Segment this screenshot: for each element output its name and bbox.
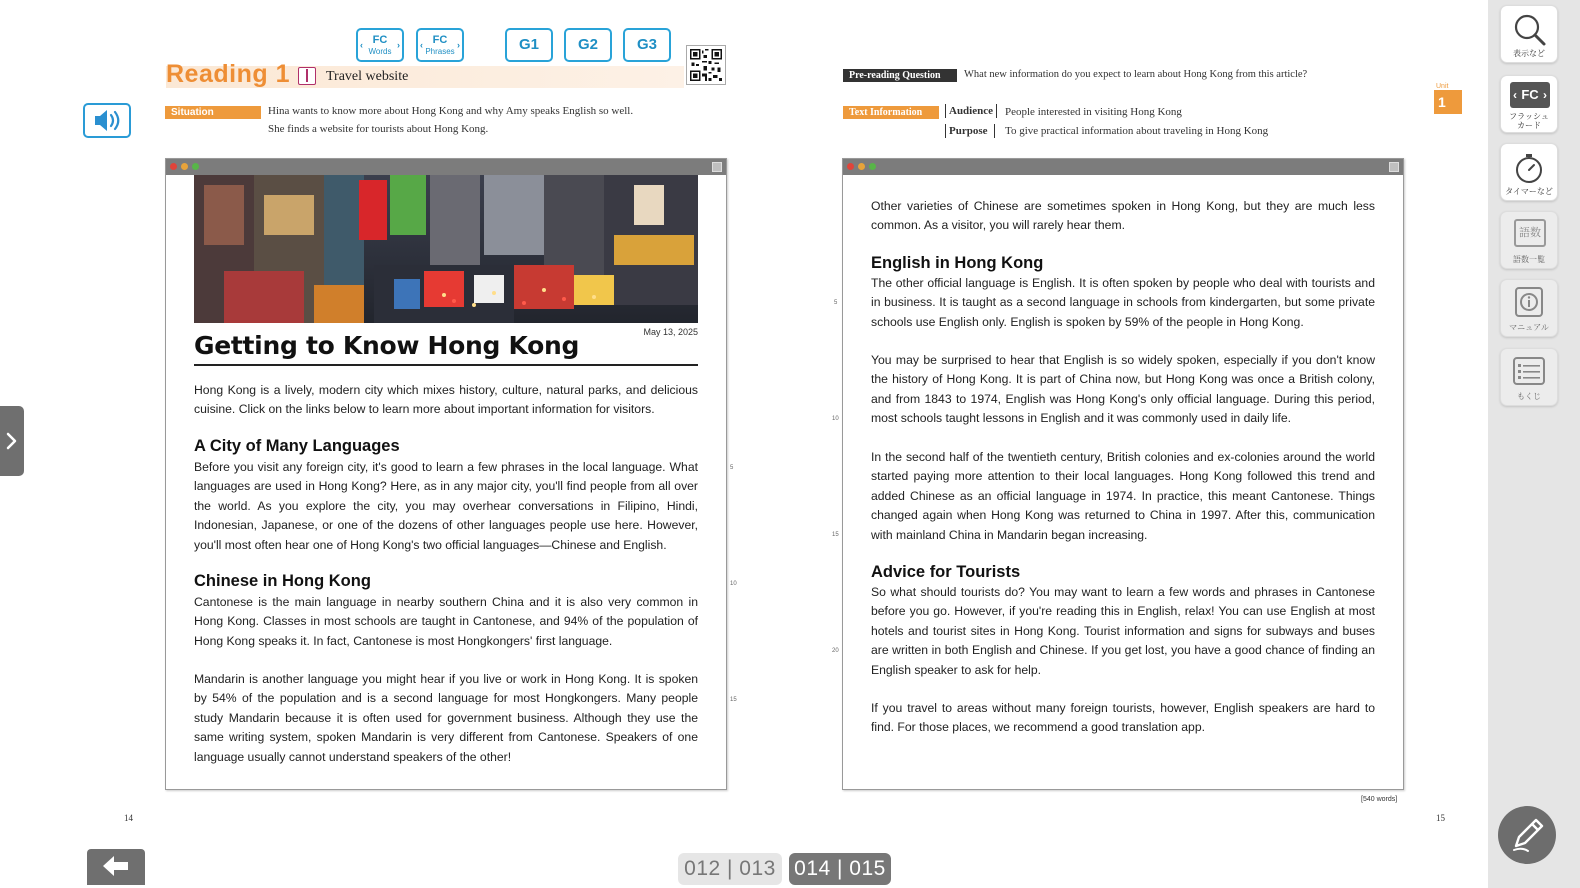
window-titlebar [166, 159, 726, 175]
paragraph-translation-app: If you travel to areas without many foreign tourists, however, English speakers are hard to find. For those places, we recommend a good translation app. [871, 701, 1375, 735]
article-date: May 13, 2025 [643, 327, 698, 337]
word-count-list-label: 語数一覧 [1513, 255, 1545, 264]
section-heading-languages: A City of Many Languages [194, 437, 400, 455]
fc-phrases-button[interactable] [416, 28, 464, 62]
paragraph-english-official: The other official language is English. It is often spoken by people who deal with tourists and in business. It is taught as a second language in schools from kindergarten, but some private schools use English only. English is spoken by 59% of the people in Hong Kong. [871, 276, 1375, 329]
word-count: [540 words] [1361, 796, 1398, 803]
g1-button[interactable]: G1 [505, 28, 553, 62]
purpose-label: Purpose [945, 124, 995, 138]
manual-label: マニュアル [1509, 323, 1549, 332]
title-divider [194, 364, 698, 366]
maximize-dot-icon [192, 163, 199, 170]
hong-kong-street-photo [194, 175, 698, 323]
audience-label: Audience [945, 104, 997, 118]
g2-button[interactable]: G2 [564, 28, 612, 62]
close-dot-icon [170, 163, 177, 170]
unit-tab[interactable] [1434, 83, 1462, 114]
paragraph-twentieth-century: In the second half of the twentieth century, British colonies and ex-colonies around the world started paying more attention to their local languages. Hong Kong followed this trend and added Chinese as an official language in 1974. In practice, this meant Cantonese. Things changed again when Hong Kong was returned to China in 1997. After this, communication with mainland China in Mandarin began increasing. [871, 450, 1375, 542]
tool-sidebar [1488, 0, 1580, 888]
prereading-question: What new information do you expect to learn about Hong Kong from this article? [964, 69, 1308, 80]
paragraph-english-history: You may be surprised to hear that English is so widely spoken, especially if you don't know the history of Hong Kong. It is part of China now, but Hong Kong was once a British colony, and from 1843 to 1974, English was Hong Kong's only official language. During this period, most schools taught lessons in English and it was commonly used in daily life. [871, 353, 1375, 426]
chevron-right-icon [0, 406, 24, 476]
paragraph-languages: Before you visit any foreign city, it's good to learn a few phrases in the local language. What languages are used in Hong Kong? Here, as in any major city, you'll find people from all over the world. As you explore the city, you may overhear conversations in Filipino, Hindi, Indonesian, Japanese, or one of the dozens of other languages people use here. However, you'll most often hear one of Hong Kong's two official languages—Chinese and English. [194, 460, 698, 552]
unit-label: Unit [1436, 83, 1449, 90]
left-article-window [165, 158, 727, 790]
window-square-icon [712, 162, 722, 172]
table-of-contents-button[interactable] [1500, 348, 1558, 406]
window-titlebar [843, 159, 1403, 175]
chevron-right-icon: › [457, 40, 460, 50]
timer-label: タイマーなど [1505, 187, 1553, 196]
display-settings-button[interactable] [1500, 5, 1558, 63]
word-count-list-button[interactable] [1500, 211, 1558, 269]
flashcard-button[interactable] [1500, 75, 1558, 133]
book-icon [298, 67, 316, 85]
page-spread-current[interactable]: 014 | 015 [789, 853, 891, 885]
pen-tool-button[interactable] [1498, 806, 1556, 864]
situation-line-1: Hina wants to know more about Hong Kong and why Amy speaks English so well. [268, 105, 634, 117]
qr-code-icon[interactable] [686, 45, 726, 85]
stopwatch-icon [1509, 148, 1549, 188]
chevron-left-icon: ‹ [360, 40, 363, 50]
minimize-dot-icon [858, 163, 865, 170]
chevron-right-icon: › [397, 40, 400, 50]
flashcard-label [1501, 112, 1557, 130]
paragraph-other-varieties: Other varieties of Chinese are sometimes spoken in Hong Kong, but they are much less common. As a visitor, you will rarely hear them. [871, 199, 1375, 233]
page-number-left: 14 [124, 813, 133, 823]
article-title: Getting to Know Hong Kong [194, 331, 580, 360]
close-dot-icon [847, 163, 854, 170]
line-number: 10 [730, 581, 737, 587]
line-number: 15 [832, 532, 839, 538]
paragraph-advice: So what should tourists do? You may want to learn a few words and phrases in Cantonese before you go. However, if you're reading this in English, relax! You can use English at most hotels and tourist sites in Hong Kong. Tourist information and signs for subways and buses are written in both English and Chinese. If you get lost, you have a good chance of finding an English speaker to ask for help. [871, 585, 1375, 677]
expand-panel-button[interactable] [0, 406, 24, 476]
audience-text: People interested in visiting Hong Kong [1005, 106, 1182, 118]
fc-words-button[interactable] [356, 28, 404, 62]
fc-words-title: FC [372, 34, 388, 46]
line-number: 10 [832, 416, 839, 422]
display-settings-label: 表示など [1513, 49, 1545, 58]
section-heading-advice: Advice for Tourists [871, 563, 1021, 581]
reading-title: Reading 1 [166, 60, 290, 88]
word-count-icon: 語数 [1514, 219, 1546, 247]
paragraph-cantonese: Cantonese is the main language in nearby southern China and it is also very common in Hong Kong. Classes in most schools are taught in Cantonese, and 94% of the population of Hong Kong speaks it. In fact, Cantonese is most Hongkongers' first language. [194, 595, 698, 648]
situation-line-2: She finds a website for tourists about Hong Kong. [268, 123, 489, 135]
line-number: 5 [834, 300, 838, 306]
page-spread-previous[interactable]: 012 | 013 [678, 853, 782, 885]
article-intro: Hong Kong is a lively, modern city which mixes history, culture, natural parks, and delicious cuisine. Click on the links below to learn more about important information for visitors. [194, 383, 698, 417]
speaker-icon [85, 105, 129, 136]
flashcard-label-line1: フラッシュ [1509, 112, 1549, 121]
fc-phrases-sub: Phrases [425, 47, 455, 56]
window-square-icon [1389, 162, 1399, 172]
right-article-window [842, 158, 1404, 790]
g3-button[interactable]: G3 [623, 28, 671, 62]
back-button[interactable] [87, 849, 145, 885]
text-information-label: Text Information [843, 106, 939, 119]
page-number-right: 15 [1436, 813, 1445, 823]
audio-button[interactable] [83, 103, 131, 138]
unit-number: 1 [1438, 94, 1446, 110]
arrow-left-icon [87, 849, 145, 885]
manual-icon [1509, 285, 1549, 321]
chevron-left-icon: ‹ [420, 40, 423, 50]
line-number: 5 [730, 465, 734, 471]
prereading-label: Pre-reading Question [843, 69, 957, 82]
section-heading-english: English in Hong Kong [871, 254, 1044, 272]
table-of-contents-label: もくじ [1517, 392, 1541, 401]
magnifier-icon [1509, 10, 1549, 50]
line-number: 15 [730, 697, 737, 703]
timer-button[interactable] [1500, 143, 1558, 201]
fc-words-sub: Words [368, 47, 392, 56]
line-number: 20 [832, 648, 839, 654]
pencil-icon [1498, 806, 1556, 864]
situation-label: Situation [165, 106, 261, 119]
toc-icon [1509, 354, 1549, 390]
purpose-text: To give practical information about traveling in Hong Kong [1005, 125, 1269, 137]
flashcard-icon-text: FC [1521, 87, 1539, 102]
section-heading-chinese: Chinese in Hong Kong [194, 572, 371, 590]
flashcard-label-line2: カード [1517, 121, 1541, 130]
manual-button[interactable] [1500, 279, 1558, 337]
reading-subtitle: Travel website [326, 69, 409, 84]
paragraph-mandarin: Mandarin is another language you might hear if you live or work in Hong Kong. It is spoken by 54% of the population and is a second language for most Hongkongers. Many people study Mandarin because it is often used for government business. Although they use the same writing system, spoken Mandarin is very different from Cantonese. Speakers of one language usually cannot understand speakers of the other! [194, 672, 698, 764]
maximize-dot-icon [869, 163, 876, 170]
flashcard-icon: ‹ FC › [1510, 82, 1550, 108]
fc-phrases-title: FC [432, 34, 448, 46]
minimize-dot-icon [181, 163, 188, 170]
